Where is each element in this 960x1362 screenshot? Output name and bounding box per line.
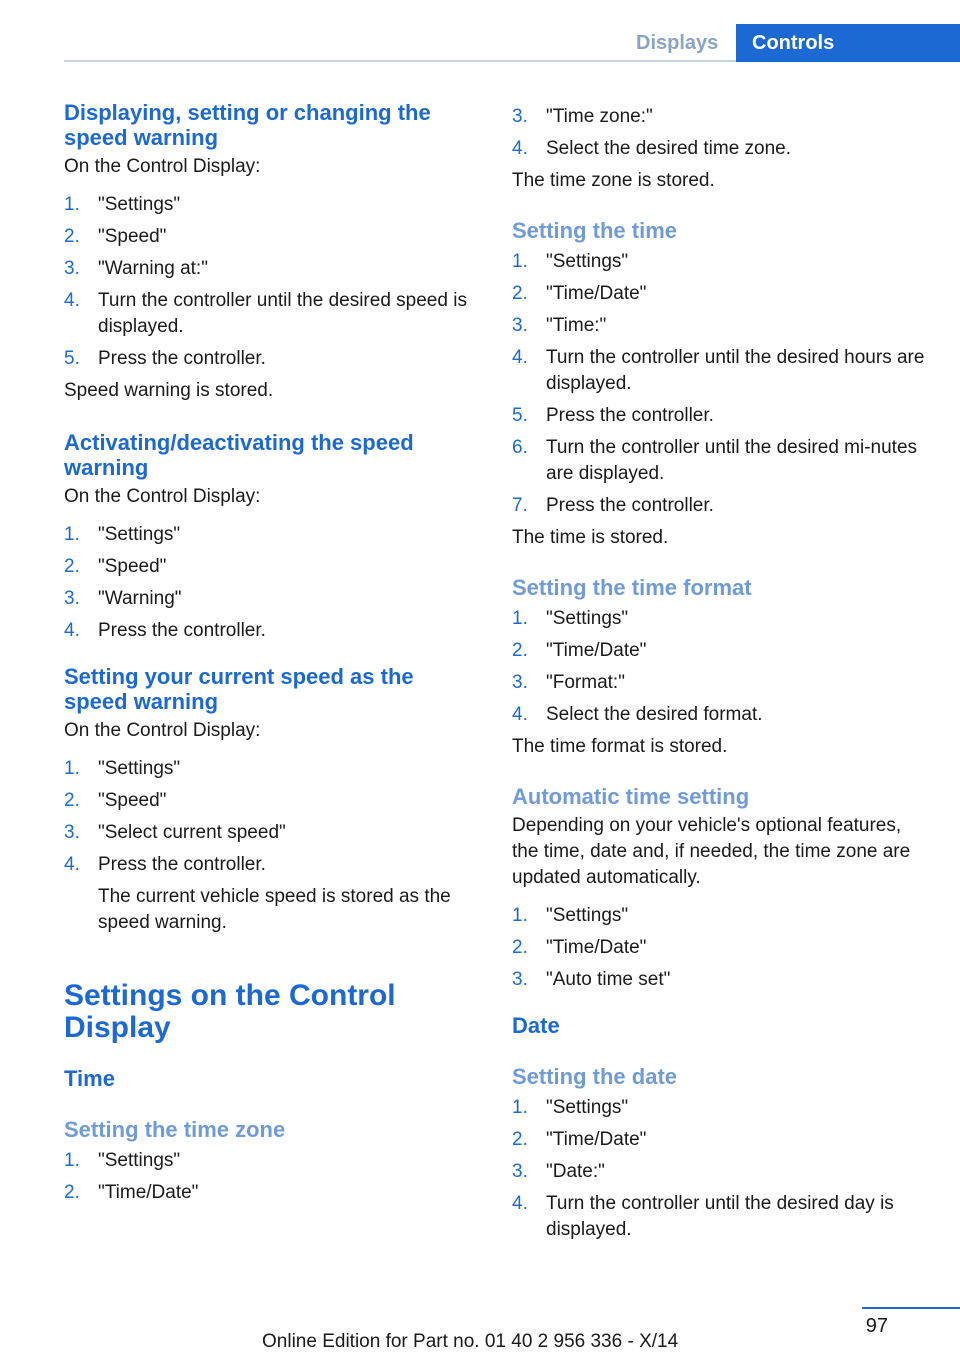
list-item: 4. Select the desired time zone.: [512, 138, 792, 159]
list-item: 2. "Speed": [64, 226, 167, 247]
steps-speed-warning-toggle: [64, 522, 476, 644]
auto-intro-text: Depending on your vehicle's optional features, the time, date and, if needed, the time zone are updated automatically.: [512, 815, 911, 888]
list-item: 1. "Settings": [512, 1097, 629, 1118]
edition-footer: Online Edition for Part no. 01 40 2 956 336 - X/14: [262, 1331, 679, 1352]
page-header: [0, 24, 960, 62]
list-item: 2. "Speed": [64, 556, 167, 577]
steps-time-zone: [64, 1148, 476, 1206]
heading-automatic-time: Automatic time setting: [512, 784, 750, 809]
steps-time-zone-continued: [512, 104, 932, 162]
section-tab-displays[interactable]: Displays: [636, 32, 719, 54]
list-item: 5. Press the controller.: [64, 348, 266, 369]
step-note: The current vehicle speed is stored as the speed warning.: [98, 886, 451, 933]
steps-time-format: [512, 606, 932, 728]
list-item: 1. "Settings": [64, 1150, 181, 1171]
list-item: 4. Turn the controller until the desired day is displayed.: [512, 1193, 894, 1240]
right-column: [512, 100, 932, 1249]
list-item: 2. "Time/Date": [512, 937, 647, 958]
outro-text: Speed warning is stored.: [64, 380, 274, 401]
list-item: 1. "Settings": [64, 758, 181, 779]
list-item: 4. Turn the controller until the desired speed is displayed.: [64, 290, 467, 337]
list-item: 3. "Date:": [512, 1161, 605, 1182]
footer-rule: [862, 1307, 960, 1309]
heading-time: Time: [64, 1066, 115, 1091]
heading-settings-control-display: Settings on the Control Display: [64, 979, 396, 1044]
list-item: 3. "Time zone:": [512, 106, 653, 127]
list-item: 3. "Auto time set": [512, 969, 671, 990]
steps-setting-time: [512, 249, 932, 519]
list-item: 1. "Settings": [64, 194, 181, 215]
list-item: 1. "Settings": [512, 905, 629, 926]
list-item: 7. Press the controller.: [512, 495, 714, 516]
list-item: 1. "Settings": [64, 524, 181, 545]
heading-speed-warning-set: Displaying, setting or changing the speed warning: [64, 100, 431, 150]
list-item: 3. "Warning at:": [64, 258, 208, 279]
list-item: 4. Select the desired format.: [512, 704, 763, 725]
outro-text: The time format is stored.: [512, 736, 728, 757]
list-item: 1. "Settings": [512, 251, 629, 272]
heading-time-zone: Setting the time zone: [64, 1117, 286, 1142]
heading-date: Date: [512, 1013, 560, 1038]
list-item: 6. Turn the controller until the desired mi‐nutes are displayed.: [512, 437, 918, 484]
list-item: 5. Press the controller.: [512, 405, 714, 426]
steps-speed-warning-set: [64, 192, 476, 372]
heading-setting-time: Setting the time: [512, 218, 678, 243]
steps-setting-date: [512, 1095, 932, 1243]
heading-time-format: Setting the time format: [512, 575, 752, 600]
list-item: 2. "Time/Date": [512, 283, 647, 304]
steps-automatic-time: [512, 903, 932, 993]
list-item: 3. "Format:": [512, 672, 625, 693]
list-item: 4. Turn the controller until the desired hours are displayed.: [512, 347, 925, 394]
heading-speed-warning-toggle: Activating/deactivating the speed warning: [64, 430, 414, 480]
list-item: 1. "Settings": [512, 608, 629, 629]
list-item: 2. "Speed": [64, 790, 167, 811]
left-column: [64, 100, 476, 1212]
list-item: 3. "Time:": [512, 315, 607, 336]
list-item: 2. "Time/Date": [512, 1129, 647, 1150]
intro-text: On the Control Display:: [64, 486, 261, 507]
list-item: 3. "Select current speed": [64, 822, 286, 843]
outro-text: The time is stored.: [512, 527, 669, 548]
outro-text: The time zone is stored.: [512, 170, 715, 191]
list-item: 4. Press the controller.: [64, 854, 266, 875]
intro-text: On the Control Display:: [64, 720, 261, 741]
heading-current-speed: Setting your current speed as the speed warning: [64, 664, 414, 714]
heading-setting-date: Setting the date: [512, 1064, 678, 1089]
list-item: 4. Press the controller.: [64, 620, 266, 641]
chapter-tab-controls[interactable]: Controls: [736, 24, 960, 62]
steps-current-speed: [64, 756, 476, 878]
list-item: 3. "Warning": [64, 588, 182, 609]
intro-text: On the Control Display:: [64, 156, 261, 177]
list-item: 2. "Time/Date": [64, 1182, 199, 1203]
page-number: 97: [865, 1315, 888, 1337]
list-item: 2. "Time/Date": [512, 640, 647, 661]
